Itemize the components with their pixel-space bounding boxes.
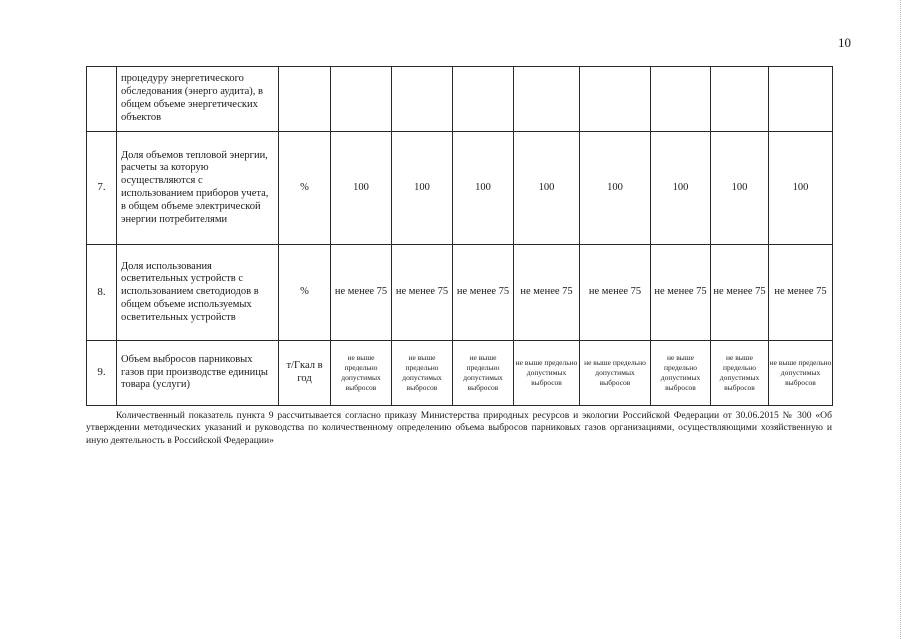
unit-cell — [279, 67, 331, 132]
row-number: 8. — [87, 245, 117, 341]
value-cell — [514, 67, 580, 132]
value-cell — [769, 67, 833, 132]
value-cell: 100 — [769, 132, 833, 245]
row-number: 7. — [87, 132, 117, 245]
value-cell: не выше предельно допустимых выбросов — [453, 341, 514, 406]
value-cell: не менее 75 — [392, 245, 453, 341]
value-cell: не выше предельно допустимых выбросов — [392, 341, 453, 406]
value-cell: не выше предельно допустимых выбросов — [769, 341, 833, 406]
value-cell: не выше предельно допустимых выбросов — [580, 341, 651, 406]
value-cell: не менее 75 — [711, 245, 769, 341]
table-row — [87, 132, 833, 245]
indicator-name: процедуру энергетического обследования (энерго аудита), в общем объеме энергетических объектов — [117, 67, 279, 132]
unit-cell: % — [279, 132, 331, 245]
value-cell: не менее 75 — [514, 245, 580, 341]
indicator-name: Доля объемов тепловой энергии, расчеты за которую осуществляются с использованием приборов учета, в общем объеме электрической энергии потребителями — [117, 132, 279, 245]
row-number — [87, 67, 117, 132]
value-cell: не выше предельно допустимых выбросов — [651, 341, 711, 406]
value-cell — [453, 67, 514, 132]
table-row — [87, 245, 833, 341]
table-row — [87, 341, 833, 406]
value-cell: не выше предельно допустимых выбросов — [514, 341, 580, 406]
value-cell: 100 — [392, 132, 453, 245]
footnote: Количественный показатель пункта 9 рассчитывается согласно приказу Министерства природных ресурсов и экологии Российской Федерации от 30.06.2015 № 300 «Об утверждении методических указаний и руководства по количественному определению объема выбросов парниковых газов организациями, осуществляющими хозяйственную и иную деятельность в Российской Федерации» — [86, 410, 832, 446]
row-number: 9. — [87, 341, 117, 406]
indicator-table — [86, 66, 833, 406]
value-cell: 100 — [453, 132, 514, 245]
value-cell: 100 — [331, 132, 392, 245]
value-cell: 100 — [711, 132, 769, 245]
table-body — [87, 67, 833, 406]
value-cell: не менее 75 — [331, 245, 392, 341]
page-number: 10 — [838, 35, 851, 50]
value-cell: не менее 75 — [769, 245, 833, 341]
value-cell: не менее 75 — [453, 245, 514, 341]
unit-cell: % — [279, 245, 331, 341]
table-row — [87, 67, 833, 132]
value-cell: 100 — [580, 132, 651, 245]
value-cell: 100 — [651, 132, 711, 245]
value-cell: не выше предельно допустимых выбросов — [331, 341, 392, 406]
indicator-name: Объем выбросов парниковых газов при производстве единицы товара (услуги) — [117, 341, 279, 406]
unit-cell: т/Гкал в год — [279, 341, 331, 406]
value-cell — [580, 67, 651, 132]
value-cell: не менее 75 — [651, 245, 711, 341]
scan-edge-line — [900, 0, 901, 639]
value-cell — [651, 67, 711, 132]
value-cell: не менее 75 — [580, 245, 651, 341]
value-cell — [392, 67, 453, 132]
indicator-name: Доля использования осветительных устройств с использованием светодиодов в общем объеме используемых осветительных устройств — [117, 245, 279, 341]
value-cell — [331, 67, 392, 132]
value-cell: не выше предельно допустимых выбросов — [711, 341, 769, 406]
value-cell — [711, 67, 769, 132]
value-cell: 100 — [514, 132, 580, 245]
